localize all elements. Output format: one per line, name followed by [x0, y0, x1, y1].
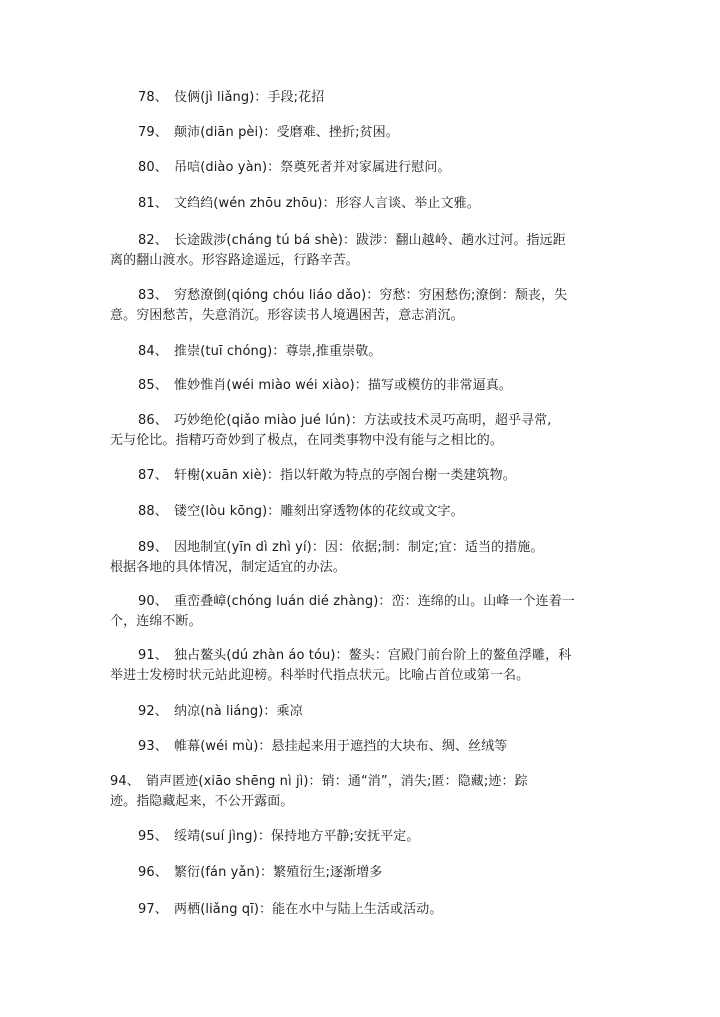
- entry-79: [110, 123, 610, 143]
- entry-90: [110, 592, 610, 632]
- entry-number: 90、: [138, 594, 168, 609]
- entry-number: 94、: [110, 774, 140, 789]
- entry-number: 87、: [138, 468, 168, 483]
- entry-94: [110, 772, 610, 812]
- entry-97: [110, 900, 610, 920]
- entry-continuation: 根据各地的具体情况，制定适宜的办法。: [110, 560, 346, 575]
- entry-number: 83、: [138, 288, 168, 303]
- entry-text: 轩榭(xuān xiè)：指以轩敞为特点的亭阁台榭一类建筑物。: [174, 468, 516, 483]
- entry-number: 95、: [138, 829, 168, 844]
- entry-number: 93、: [138, 739, 168, 754]
- entry-number: 92、: [138, 704, 168, 719]
- entry-continuation: 迹。指隐藏起来，不公开露面。: [110, 794, 294, 809]
- entry-95: [110, 827, 610, 847]
- entry-number: 96、: [138, 865, 168, 880]
- entry-text: 两栖(liǎng qī)：能在水中与陆上生活或活动。: [174, 902, 443, 917]
- entry-text: 纳凉(nà liáng)：乘凉: [174, 704, 303, 719]
- entry-82: [110, 231, 610, 271]
- entry-93: [110, 737, 610, 757]
- entry-number: 84、: [138, 344, 168, 359]
- entry-number: 89、: [138, 540, 168, 555]
- entry-number: 81、: [138, 196, 168, 211]
- entry-continuation: 个，连绵不断。: [110, 614, 202, 629]
- entry-continuation: 离的翻山渡水。形容路途遥远，行路辛苦。: [110, 253, 359, 268]
- entry-85: [110, 376, 610, 396]
- entry-87: [110, 466, 610, 486]
- entry-number: 86、: [138, 413, 168, 428]
- entry-84: [110, 342, 610, 362]
- entry-89: [110, 538, 610, 578]
- entry-number: 88、: [138, 504, 168, 519]
- entry-80: [110, 158, 610, 178]
- entry-text: 重峦叠嶂(chóng luán dié zhàng)：峦：连绵的山。山峰一个连着一: [174, 594, 575, 609]
- entry-continuation: 无与伦比。指精巧奇妙到了极点，在同类事物中没有能与之相比的。: [110, 433, 504, 448]
- entry-continuation: 举进士发榜时状元站此迎榜。科举时代指点状元。比喻占首位或第一名。: [110, 668, 530, 683]
- entry-text: 文绉绉(wén zhōu zhōu)：形容人言谈、举止文雅。: [174, 196, 480, 211]
- entry-number: 78、: [138, 90, 168, 105]
- entry-continuation: 意。穷困愁苦，失意消沉。形容读书人境遇困苦，意志消沉。: [110, 308, 464, 323]
- entry-text: 繁衍(fán yǎn)：繁殖衍生;逐渐增多: [174, 865, 383, 880]
- entry-number: 85、: [138, 378, 168, 393]
- entry-96: [110, 863, 610, 883]
- entry-text: 伎俩(jì liǎng)：手段;花招: [174, 90, 325, 105]
- entry-number: 91、: [138, 648, 168, 663]
- entry-text: 惟妙惟肖(wéi miào wéi xiào)：描写或模仿的非常逼真。: [174, 378, 512, 393]
- entry-86: [110, 411, 610, 451]
- entry-81: [110, 194, 610, 214]
- entry-text: 独占鳌头(dú zhàn áo tóu)：鳌头：宫殿门前台阶上的鳌鱼浮雕，科: [174, 648, 572, 663]
- entry-text: 穷愁潦倒(qióng chóu liáo dǎo)：穷愁：穷困愁伤;潦倒：颓丧，失: [174, 288, 568, 303]
- entry-number: 82、: [138, 233, 168, 248]
- entry-83: [110, 286, 610, 326]
- entry-text: 巧妙绝伦(qiǎo miào jué lún)：方法或技术灵巧高明，超乎寻常,: [174, 413, 552, 428]
- entry-text: 颠沛(diān pèi)：受磨难、挫折;贫困。: [174, 125, 399, 140]
- entry-text: 镂空(lòu kōng)：雕刻出穿透物体的花纹或文字。: [174, 504, 464, 519]
- entry-text: 帷幕(wéi mù)：悬挂起来用于遮挡的大块布、绸、丝绒等: [174, 739, 508, 754]
- entry-text: 绥靖(suí jìng)：保持地方平静;安抚平定。: [174, 829, 420, 844]
- entry-text: 长途跋涉(cháng tú bá shè)：跋涉：翻山越岭、趟水过河。指远距: [174, 233, 566, 248]
- entry-number: 80、: [138, 160, 168, 175]
- entry-78: [110, 88, 610, 108]
- entry-number: 97、: [138, 902, 168, 917]
- entry-88: [110, 502, 610, 522]
- entry-number: 79、: [138, 125, 168, 140]
- entry-92: [110, 702, 610, 722]
- entry-text: 吊唁(diào yàn)：祭奠死者并对家属进行慰问。: [174, 160, 451, 175]
- entry-text: 推崇(tuī chóng)：尊崇,推重崇敬。: [174, 344, 382, 359]
- entry-text: 因地制宜(yīn dì zhì yí)：因：依据;制：制定;宜：适当的措施。: [174, 540, 544, 555]
- entry-text: 销声匿迹(xiāo shēng nì jì)：销：通“消”，消失;匿：隐藏;迹：踪: [146, 774, 528, 789]
- entry-91: [110, 646, 610, 686]
